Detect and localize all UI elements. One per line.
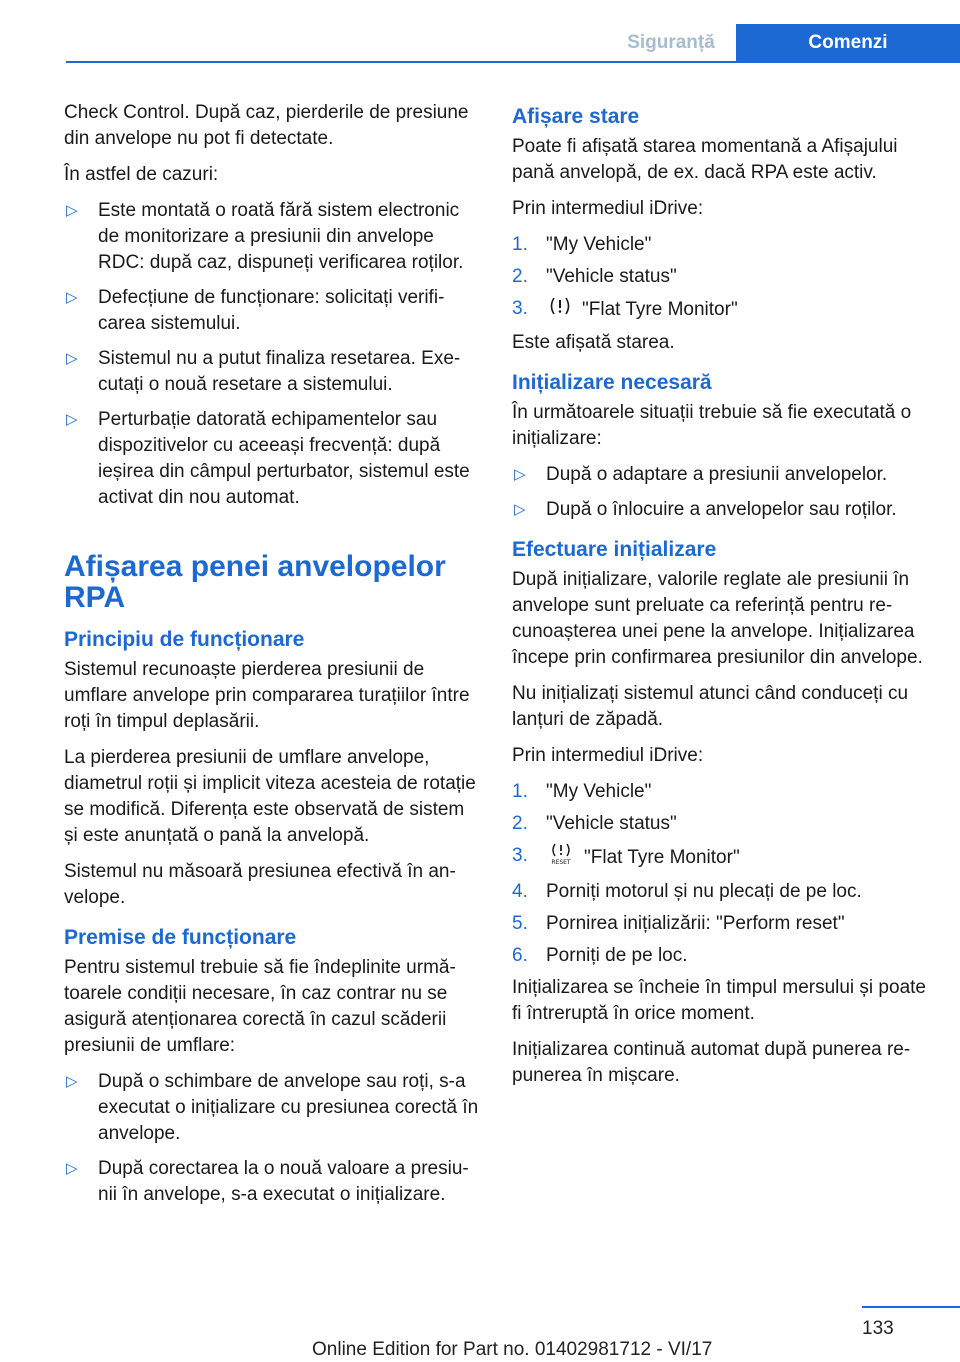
bullet-triangle-icon: ▷: [66, 1160, 78, 1177]
step-number: 2.: [512, 266, 528, 287]
list-item: [64, 1156, 480, 1208]
numbered-list: [512, 779, 928, 969]
step-number: 3.: [512, 298, 528, 319]
tab-siguranta[interactable]: Siguranță: [627, 32, 715, 53]
footer-edition: Online Edition for Part no. 01402981712 - VI/17: [312, 1339, 713, 1360]
list-item: [512, 296, 928, 324]
step-text: "My Vehicle": [546, 234, 652, 255]
list-item-text: După o schimbare de anvelope sau roți, s-a executat o inițializare cu presiunea corectă în anvelope.: [98, 1071, 479, 1144]
list-item: [512, 811, 928, 837]
list-item: [64, 1069, 480, 1147]
left-column: [64, 100, 480, 1218]
paragraph: Sistemul nu măsoară presiunea efectivă în anvelope.: [64, 861, 456, 908]
step-text: "Vehicle status": [546, 266, 677, 287]
paragraph: În astfel de cazuri:: [64, 164, 219, 185]
bullet-list: [64, 198, 480, 511]
paragraph: Sistemul recunoaște pierderea presiunii de umflare anvelope prin compararea turațiilor între roți în timpul deplasării.: [64, 659, 470, 732]
numbered-list: [512, 232, 928, 324]
paragraph: Inițializarea continuă automat după punerea repunerea în mișcare.: [512, 1039, 911, 1086]
subsection-title: Principiu de funcționare: [64, 628, 305, 651]
step-text: "Flat Tyre Monitor": [582, 299, 738, 321]
list-item: [512, 943, 928, 969]
bullet-triangle-icon: ▷: [66, 411, 78, 428]
subsection-title: Efectuare inițializare: [512, 538, 717, 561]
list-item: [512, 843, 928, 873]
list-item-text: Este montată o roată fără sistem electronic de monitorizare a presiunii din anvelope RDC: după caz, dispuneți verificarea roților.: [98, 200, 464, 273]
step-number: 3.: [512, 845, 528, 866]
bullet-triangle-icon: ▷: [66, 1073, 78, 1090]
list-item-text: Defecțiune de funcționare: solicitați verificarea sistemului.: [98, 287, 445, 334]
step-number: 4.: [512, 881, 528, 902]
paragraph: Poate fi afișată starea momentană a Afișajului pană anvelopă, de ex. dacă RPA este activ.: [512, 136, 898, 183]
subsection-title: Inițializare necesară: [512, 371, 712, 394]
list-item: [512, 779, 928, 805]
list-item: [512, 264, 928, 290]
paragraph: Prin intermediul iDrive:: [512, 745, 704, 766]
paragraph: Prin intermediul iDrive:: [512, 198, 704, 219]
list-item: [512, 879, 928, 905]
step-number: 1.: [512, 234, 528, 255]
list-item: [64, 407, 480, 511]
list-item: [512, 462, 928, 488]
tyre-warning-icon: [548, 296, 572, 324]
step-text: Pornirea inițializării: "Perform reset": [546, 913, 845, 934]
paragraph: După inițializare, valorile reglate ale presiunii în anvelope sunt preluate ca referință pentru recunoașterea unei pene la anvelope. Inițializarea începe prin confirmarea presiunilor din anvelope.: [512, 569, 923, 668]
step-number: 5.: [512, 913, 528, 934]
step-text: Porniți motorul și nu plecați de pe loc.: [546, 881, 862, 902]
list-item: [64, 346, 480, 398]
bullet-triangle-icon: ▷: [514, 466, 526, 483]
list-item-text: După o adaptare a presiunii anvelopelor.: [546, 464, 888, 485]
bullet-triangle-icon: ▷: [66, 289, 78, 306]
paragraph: În următoarele situații trebuie să fie executată o inițializare:: [512, 402, 912, 449]
step-text: "Flat Tyre Monitor": [584, 847, 740, 869]
step-text: "My Vehicle": [546, 781, 652, 802]
bullet-list: [512, 462, 928, 523]
paragraph: La pierderea presiunii de umflare anvelope, diametrul roții și implicit viteza acesteia de rotație se modifică. Diferența este observată de sistem și este anunțată o pană la anvelopă.: [64, 747, 476, 846]
list-item-text: După corectarea la o nouă valoare a presiunii în anvelope, s-a executat o inițializare.: [98, 1158, 469, 1205]
paragraph: Este afișată starea.: [512, 332, 675, 353]
list-item: [64, 285, 480, 337]
bullet-triangle-icon: ▷: [66, 350, 78, 367]
paragraph: Pentru sistemul trebuie să fie îndeplinite următoarele condiții necesare, în caz contrar nu se asigură atenționarea corectă în cazul scăderii presiunii de umflare:: [64, 957, 456, 1056]
paragraph: Nu inițializați sistemul atunci când conduceți cu lanțuri de zăpadă.: [512, 683, 909, 730]
bullet-triangle-icon: ▷: [514, 501, 526, 518]
step-number: 2.: [512, 813, 528, 834]
paragraph: Check Control. După caz, pierderile de presiune din anvelope nu pot fi detectate.: [64, 102, 469, 149]
list-item-text: După o înlocuire a anvelopelor sau roților.: [546, 499, 897, 520]
step-text: "Vehicle status": [546, 813, 677, 834]
header-rule: [66, 61, 960, 63]
list-item-text: Sistemul nu a putut finaliza resetarea. Executați o nouă resetare a sistemului.: [98, 348, 461, 395]
right-column: [512, 100, 928, 1099]
tyre-reset-icon: [548, 843, 574, 873]
step-text: Porniți de pe loc.: [546, 945, 688, 966]
tab-comenzi[interactable]: Comenzi: [736, 24, 960, 62]
header-tabs: [0, 24, 960, 62]
list-item: [512, 911, 928, 937]
page-number: 133: [862, 1318, 894, 1339]
subsection-title: Afișare stare: [512, 105, 640, 128]
step-number: 6.: [512, 945, 528, 966]
section-title: Afișarea penei anvelopelor RPA: [64, 550, 446, 614]
paragraph: Inițializarea se încheie în timpul mersului și poate fi întreruptă în orice moment.: [512, 977, 926, 1024]
list-item-text: Perturbație datorată echipamentelor sau dispozitivelor cu aceeași frecvență: după ieșirea din câmpul perturbator, sistemul este activat din nou automat.: [98, 409, 470, 508]
list-item: [512, 232, 928, 258]
list-item: [64, 198, 480, 276]
subsection-title: Premise de funcționare: [64, 926, 297, 949]
page-number-rule: [862, 1306, 960, 1308]
step-number: 1.: [512, 781, 528, 802]
list-item: [512, 497, 928, 523]
reset-label: RESET: [551, 859, 571, 865]
bullet-list: [64, 1069, 480, 1208]
bullet-triangle-icon: ▷: [66, 202, 78, 219]
